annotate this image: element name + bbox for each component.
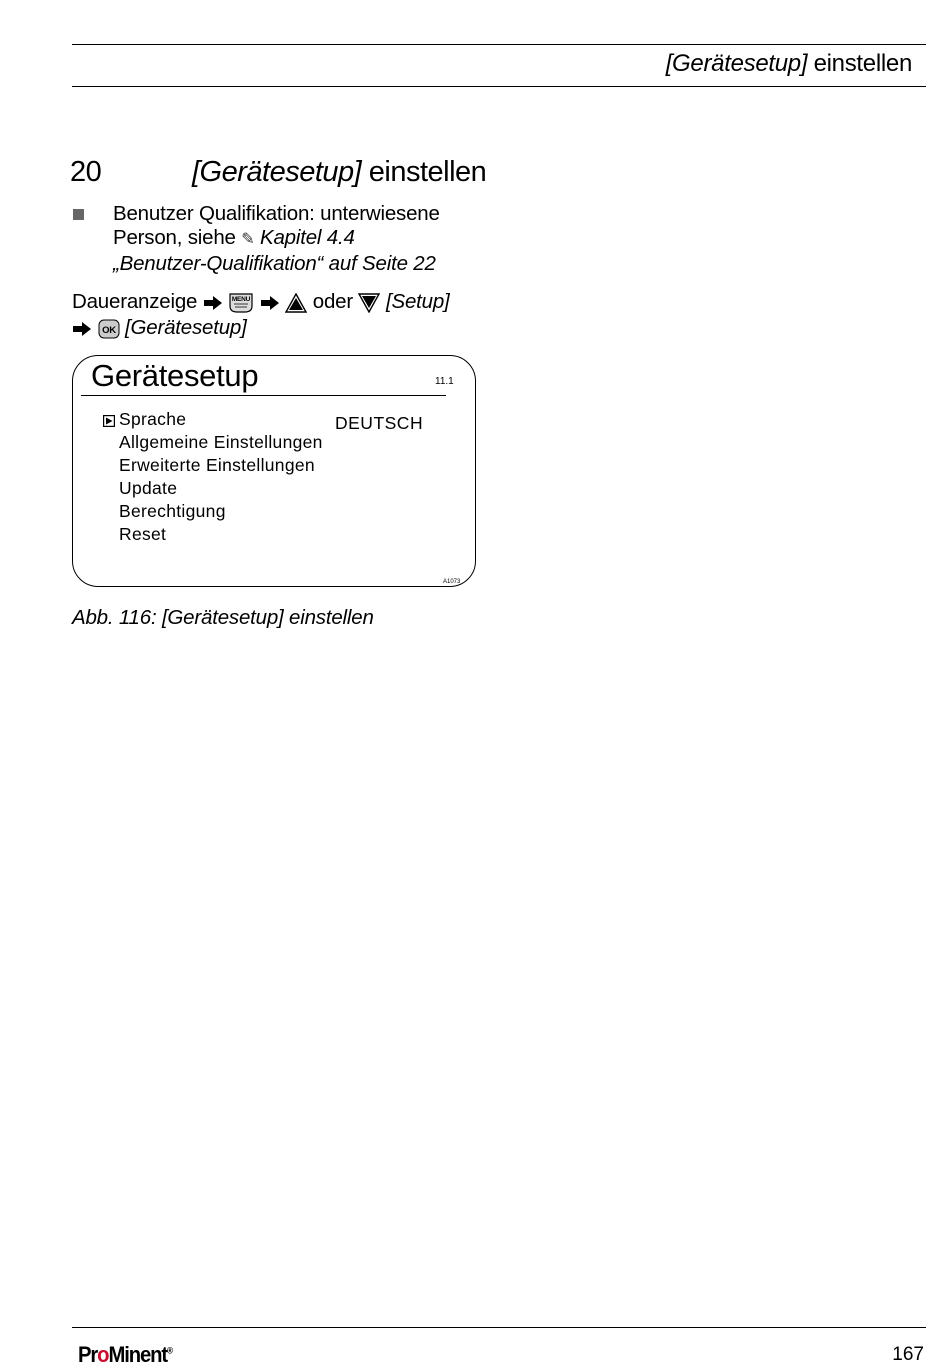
nav-setup-text: [Setup] [385,290,450,313]
menu-item-sprache[interactable]: Sprache [119,409,187,429]
section-number: 20 [70,156,102,188]
footer-rule [72,1327,926,1328]
prominent-logo [78,1342,173,1368]
qualification-label: Benutzer Qualifikation: [113,202,315,225]
section-title [192,156,486,189]
svg-text:MENU: MENU [232,295,251,303]
navigation-path-line-2 [72,315,247,341]
language-value: DEUTSCH [335,413,424,433]
menu-item-reset[interactable]: Reset [119,524,167,544]
header-title [666,50,912,78]
screen-menu-code: 11.1 [435,376,454,387]
logo-part-o: o [97,1342,109,1367]
menu-item-update[interactable]: Update [119,478,178,498]
logo-part-1: Pr [78,1342,98,1367]
figure-caption: Abb. 116: [Gerätesetup] einstellen [72,606,374,629]
nav-start-text: Daueranzeige [72,290,198,313]
figure-code: A1073 [443,579,461,585]
page-number: 167 [892,1344,924,1365]
header-title-rest: einstellen [807,50,912,77]
section-title-bracket: [Gerätesetup] [192,156,362,188]
ok-key-icon [98,319,120,339]
down-triangle-key-icon [358,293,380,313]
logo-part-2: Minent [108,1342,168,1367]
logo-registered-mark: ® [167,1345,174,1356]
nav-or-text: oder [312,290,353,313]
qualification-text-2: Person, siehe [113,226,242,249]
right-arrow-icon [260,295,280,311]
device-screen [72,355,476,587]
bullet-square-icon [73,209,84,220]
screen-title: Gerätesetup [91,358,259,393]
reference-arrow-icon: ✎ [241,231,255,248]
header-top-rule [72,44,926,45]
navigation-path-line-1 [72,289,450,315]
menu-key-icon [228,292,254,314]
menu-item-erweiterte-einstellungen[interactable]: Erweiterte Einstellungen [119,455,315,475]
chapter-reference-link[interactable]: Kapitel 4.4 [259,226,355,249]
section-title-rest: einstellen [361,156,487,188]
chapter-reference-title-link[interactable]: „Benutzer-Qualifikation“ auf Seite 22 [113,252,436,275]
qualification-bullet [113,202,440,276]
screen-menu-list [119,408,323,546]
menu-item-allgemeine-einstellungen[interactable]: Allgemeine Einstellungen [119,432,323,452]
right-arrow-icon [72,321,92,337]
screen-title-divider [81,395,446,396]
header-title-bracket: [Gerätesetup] [665,50,808,77]
menu-item-berechtigung[interactable]: Berechtigung [119,501,226,521]
nav-target-text: [Gerätesetup] [125,316,247,339]
selection-marker-icon [103,415,115,427]
svg-text:OK: OK [101,324,116,336]
qualification-text: unterwiesene [314,202,440,225]
header-bottom-rule [72,86,926,87]
right-arrow-icon [203,295,223,311]
up-triangle-key-icon [285,293,307,313]
